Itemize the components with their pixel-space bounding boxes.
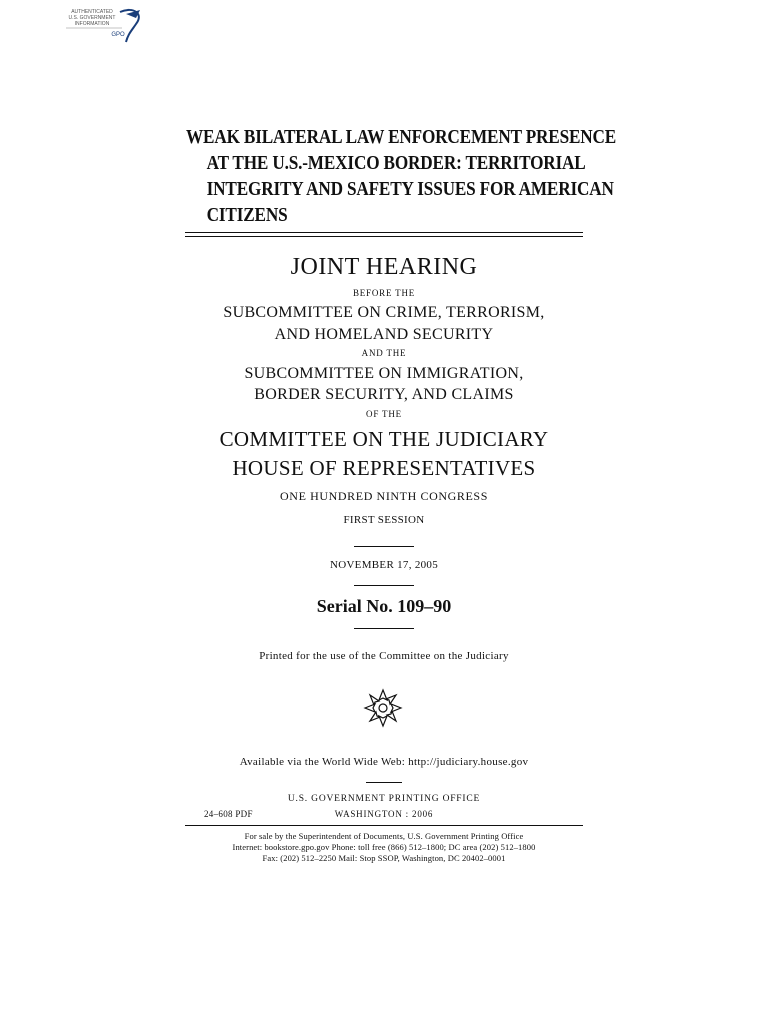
session-label: FIRST SESSION (343, 514, 425, 526)
svg-text:U.S. GOVERNMENT: U.S. GOVERNMENT (68, 15, 116, 21)
printing-office: U.S. GOVERNMENT PRINTING OFFICE (287, 794, 481, 804)
sale-line-2: Internet: bookstore.gpo.gov Phone: toll free (866) 512–1800; DC area (202) 512–1800 (232, 842, 536, 852)
of-the-label: OF THE (366, 409, 402, 419)
document-title (186, 124, 617, 228)
bottom-rule (185, 825, 583, 826)
sale-line-3: Fax: (202) 512–2250 Mail: Stop SSOP, Washington, DC 20402–0001 (262, 853, 506, 863)
hearing-date: NOVEMBER 17, 2005 (329, 559, 439, 571)
divider-rule (354, 546, 414, 547)
serial-number: Serial No. 109–90 (316, 596, 452, 616)
subcommittee-2-line-2: BORDER SECURITY, AND CLAIMS (254, 386, 514, 403)
title-line: WEAK BILATERAL LAW ENFORCEMENT PRESENCE (186, 126, 617, 148)
svg-text:AUTHENTICATED: AUTHENTICATED (71, 9, 113, 15)
svg-text:INFORMATION: INFORMATION (74, 21, 110, 27)
website-note: Available via the World Wide Web: http://judiciary.house.gov (239, 756, 529, 768)
subcommittee-1-line-1: SUBCOMMITTEE ON CRIME, TERRORISM, (223, 304, 545, 321)
printed-for-note: Printed for the use of the Committee on the Judiciary (259, 650, 509, 662)
title-line: INTEGRITY AND SAFETY ISSUES FOR AMERICAN (206, 178, 614, 200)
title-double-rule (185, 232, 583, 237)
congress-label: ONE HUNDRED NINTH CONGRESS (280, 489, 488, 503)
divider-rule (366, 782, 402, 783)
subcommittee-2-line-1: SUBCOMMITTEE ON IMMIGRATION, (244, 365, 524, 382)
imprint-place-year: WASHINGTON : 2006 (334, 809, 434, 819)
committee-line-1: COMMITTEE ON THE JUDICIARY (219, 427, 549, 451)
ornament-icon (363, 688, 403, 728)
before-the-label: BEFORE THE (352, 288, 416, 298)
gpo-seal-logo (56, 4, 148, 48)
sale-line-1: For sale by the Superintendent of Documents, U.S. Government Printing Office (244, 831, 524, 841)
title-line: AT THE U.S.-MEXICO BORDER: TERRITORIAL (206, 152, 586, 174)
hearing-type: JOINT HEARING (290, 254, 478, 280)
and-the-label: AND THE (361, 348, 407, 358)
subcommittee-1-line-2: AND HOMELAND SECURITY (274, 326, 494, 343)
divider-rule (354, 628, 414, 629)
pdf-identifier: 24–608 PDF (204, 809, 253, 819)
svg-text:GPO: GPO (111, 32, 125, 38)
committee-line-2: HOUSE OF REPRESENTATIVES (232, 456, 536, 480)
title-line: CITIZENS (206, 204, 288, 226)
divider-rule (354, 585, 414, 586)
